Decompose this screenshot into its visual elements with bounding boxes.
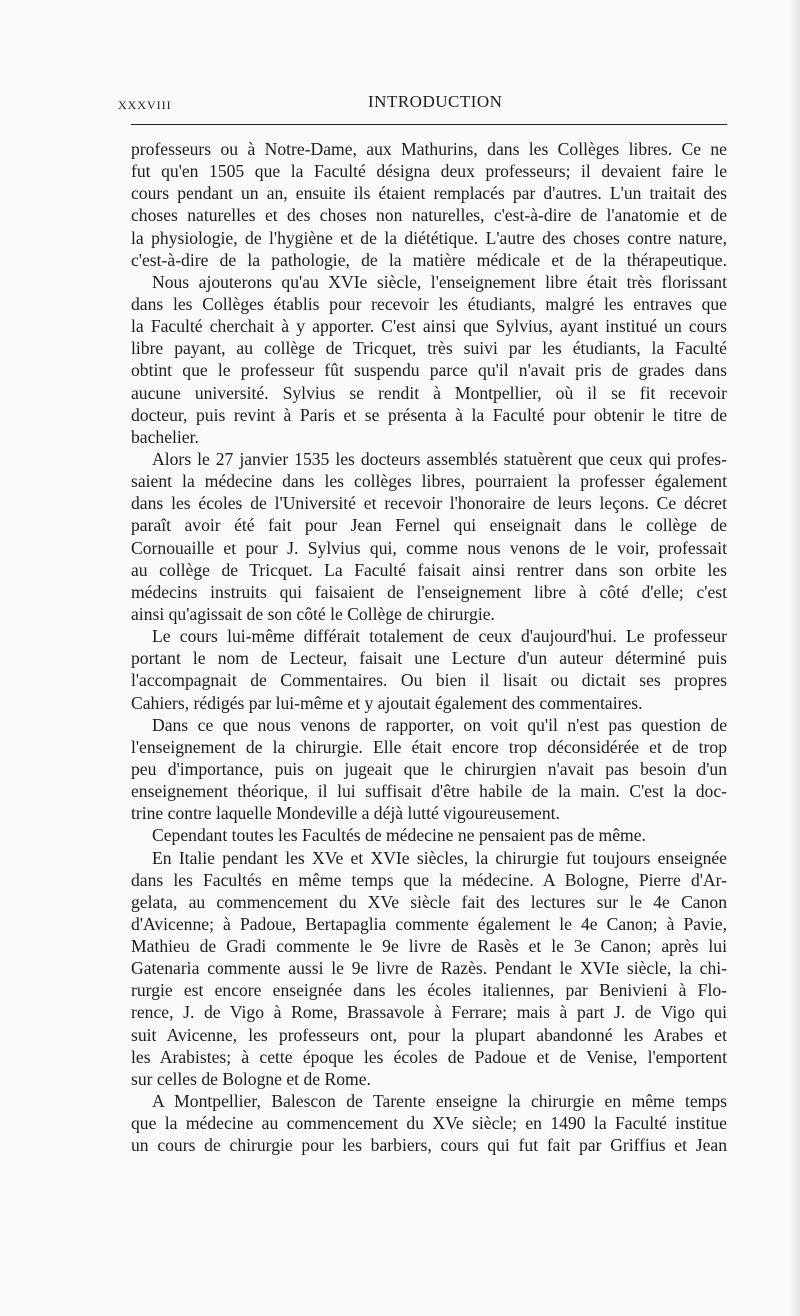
text-line: saient la médecine dans les collèges libres, pourraient la professer également [131, 471, 727, 492]
text-line: A Montpellier, Balescon de Tarente enseigne la chirurgie en même temps [152, 1091, 727, 1112]
text-line: Alors le 27 janvier 1535 les docteurs assemblés statuèrent que ceux qui profes- [152, 448, 727, 469]
text-line: En Italie pendant les XVe et XVIe siècles, la chirurgie fut toujours enseignée [152, 847, 727, 868]
text-line: d'Avicenne; à Padoue, Bertapaglia commente également le 4e Canon; à Pavie, [131, 913, 727, 934]
text-line: dans les Facultés en même temps que la médecine. A Bologne, Pierre d'Ar- [131, 869, 727, 890]
text-line: portant le nom de Lecteur, faisait une Lecture d'un auteur déterminé puis [131, 648, 727, 669]
page-header [118, 92, 728, 116]
text-line: les Arabistes; à cette époque les écoles de Padoue et de Venise, l'emportent [131, 1046, 727, 1067]
text-line: ainsi qu'agissait de son côté le Collège de chirurgie. [131, 603, 495, 624]
text-line: Cornouaille et pour J. Sylvius qui, comme nous venons de le voir, professait [131, 537, 727, 558]
text-line: Dans ce que nous venons de rapporter, on voit qu'il n'est pas question de [152, 714, 727, 735]
text-line: cours pendant un an, ensuite ils étaient remplacés par d'autres. L'un traitait des [131, 183, 727, 204]
text-line: Le cours lui-même différait totalement de ceux d'aujourd'hui. Le professeur [152, 626, 727, 647]
text-line: gelata, au commencement du XVe siècle fait des lectures sur le 4e Canon [131, 891, 727, 912]
header-rule [131, 124, 727, 125]
text-line: sur celles de Bologne et de Rome. [131, 1068, 371, 1089]
text-line: enseignement théorique, il lui suffisait d'être habile de la main. C'est la doc- [131, 781, 727, 802]
running-title: INTRODUCTION [368, 92, 503, 111]
text-line: aucune université. Sylvius se rendit à Montpellier, où il se fit recevoir [131, 382, 727, 403]
text-line: Gatenaria commente aussi le 9e livre de Razès. Pendant le XVIe siècle, la chi- [131, 958, 727, 979]
text-line: suit Avicenne, les professeurs ont, pour la plupart abandonné les Arabes et [131, 1024, 727, 1045]
text-line: Mathieu de Gradi commente le 9e livre de Rasès et le 3e Canon; après lui [131, 936, 727, 957]
text-line: paraît avoir été fait pour Jean Fernel qui enseignait dans le collège de [131, 515, 727, 536]
text-line: Cahiers, rédigés par lui-même et y ajoutait également des commentaires. [131, 692, 643, 713]
text-line: docteur, puis revint à Paris et se présenta à la Faculté pour obtenir le titre de [131, 404, 727, 425]
text-line: l'accompagnait de Commentaires. Ou bien il lisait ou dictait ses propres [131, 670, 727, 691]
text-line: la physiologie, de l'hygiène et de la diététique. L'autre des choses contre nature, [131, 227, 727, 248]
text-line: rurgie est encore enseignée dans les écoles italiennes, par Benivieni à Flo- [131, 980, 727, 1001]
text-line: choses naturelles et des choses non naturelles, c'est-à-dire de l'anatomie et de [131, 205, 727, 226]
text-line: médecins instruits qui faisaient de l'enseignement libre à côté d'elle; c'est [131, 581, 727, 602]
text-line: dans les Collèges établis pour recevoir les étudiants, malgré les entraves que [131, 293, 727, 314]
page-edge-shadow [790, 0, 800, 1316]
text-line: un cours de chirurgie pour les barbiers, cours qui fut fait par Griffius et Jean [131, 1135, 727, 1156]
text-line: obtint que le professeur fût suspendu parce qu'il n'avait pris de grades dans [131, 360, 727, 381]
text-line: Nous ajouterons qu'au XVIe siècle, l'enseignement libre était très florissant [152, 271, 727, 292]
text-line: que la médecine au commencement du XVe siècle; en 1490 la Faculté institue [131, 1113, 727, 1134]
text-line: libre payant, au collège de Tricquet, très suivi par les étudiants, la Faculté [131, 338, 727, 359]
text-line: peu d'importance, puis on jugeait que le chirurgien n'avait pas besoin d'un [131, 758, 727, 779]
text-line: fut qu'en 1505 que la Faculté désigna deux professeurs; il devaient faire le [131, 161, 727, 182]
text-line: c'est-à-dire de la pathologie, de la matière médicale et de la thérapeutique. [131, 249, 727, 270]
text-line: rence, J. de Vigo à Rome, Brassavole à Ferrare; mais à part J. de Vigo qui [131, 1002, 727, 1023]
text-line: dans les écoles de l'Université et recevoir l'honoraire de leurs leçons. Ce décret [131, 493, 727, 514]
body-text [131, 138, 727, 1156]
text-line: bachelier. [131, 426, 199, 447]
text-line: trine contre laquelle Mondeville a déjà lutté vigoureusement. [131, 803, 560, 824]
text-line: professeurs ou à Notre-Dame, aux Mathurins, dans les Collèges libres. Ce ne [131, 139, 727, 159]
text-line: la Faculté cherchait à y apporter. C'est ainsi que Sylvius, ayant institué un cours [131, 316, 727, 337]
text-line: Cependant toutes les Facultés de médecine ne pensaient pas de même. [152, 825, 646, 846]
text-line: au collège de Tricquet. La Faculté faisait ainsi rentrer dans son orbite les [131, 559, 727, 580]
folio-number: XXXVIII [118, 98, 172, 112]
text-line: l'enseignement de la chirurgie. Elle était encore trop déconsidérée et de trop [131, 736, 727, 757]
